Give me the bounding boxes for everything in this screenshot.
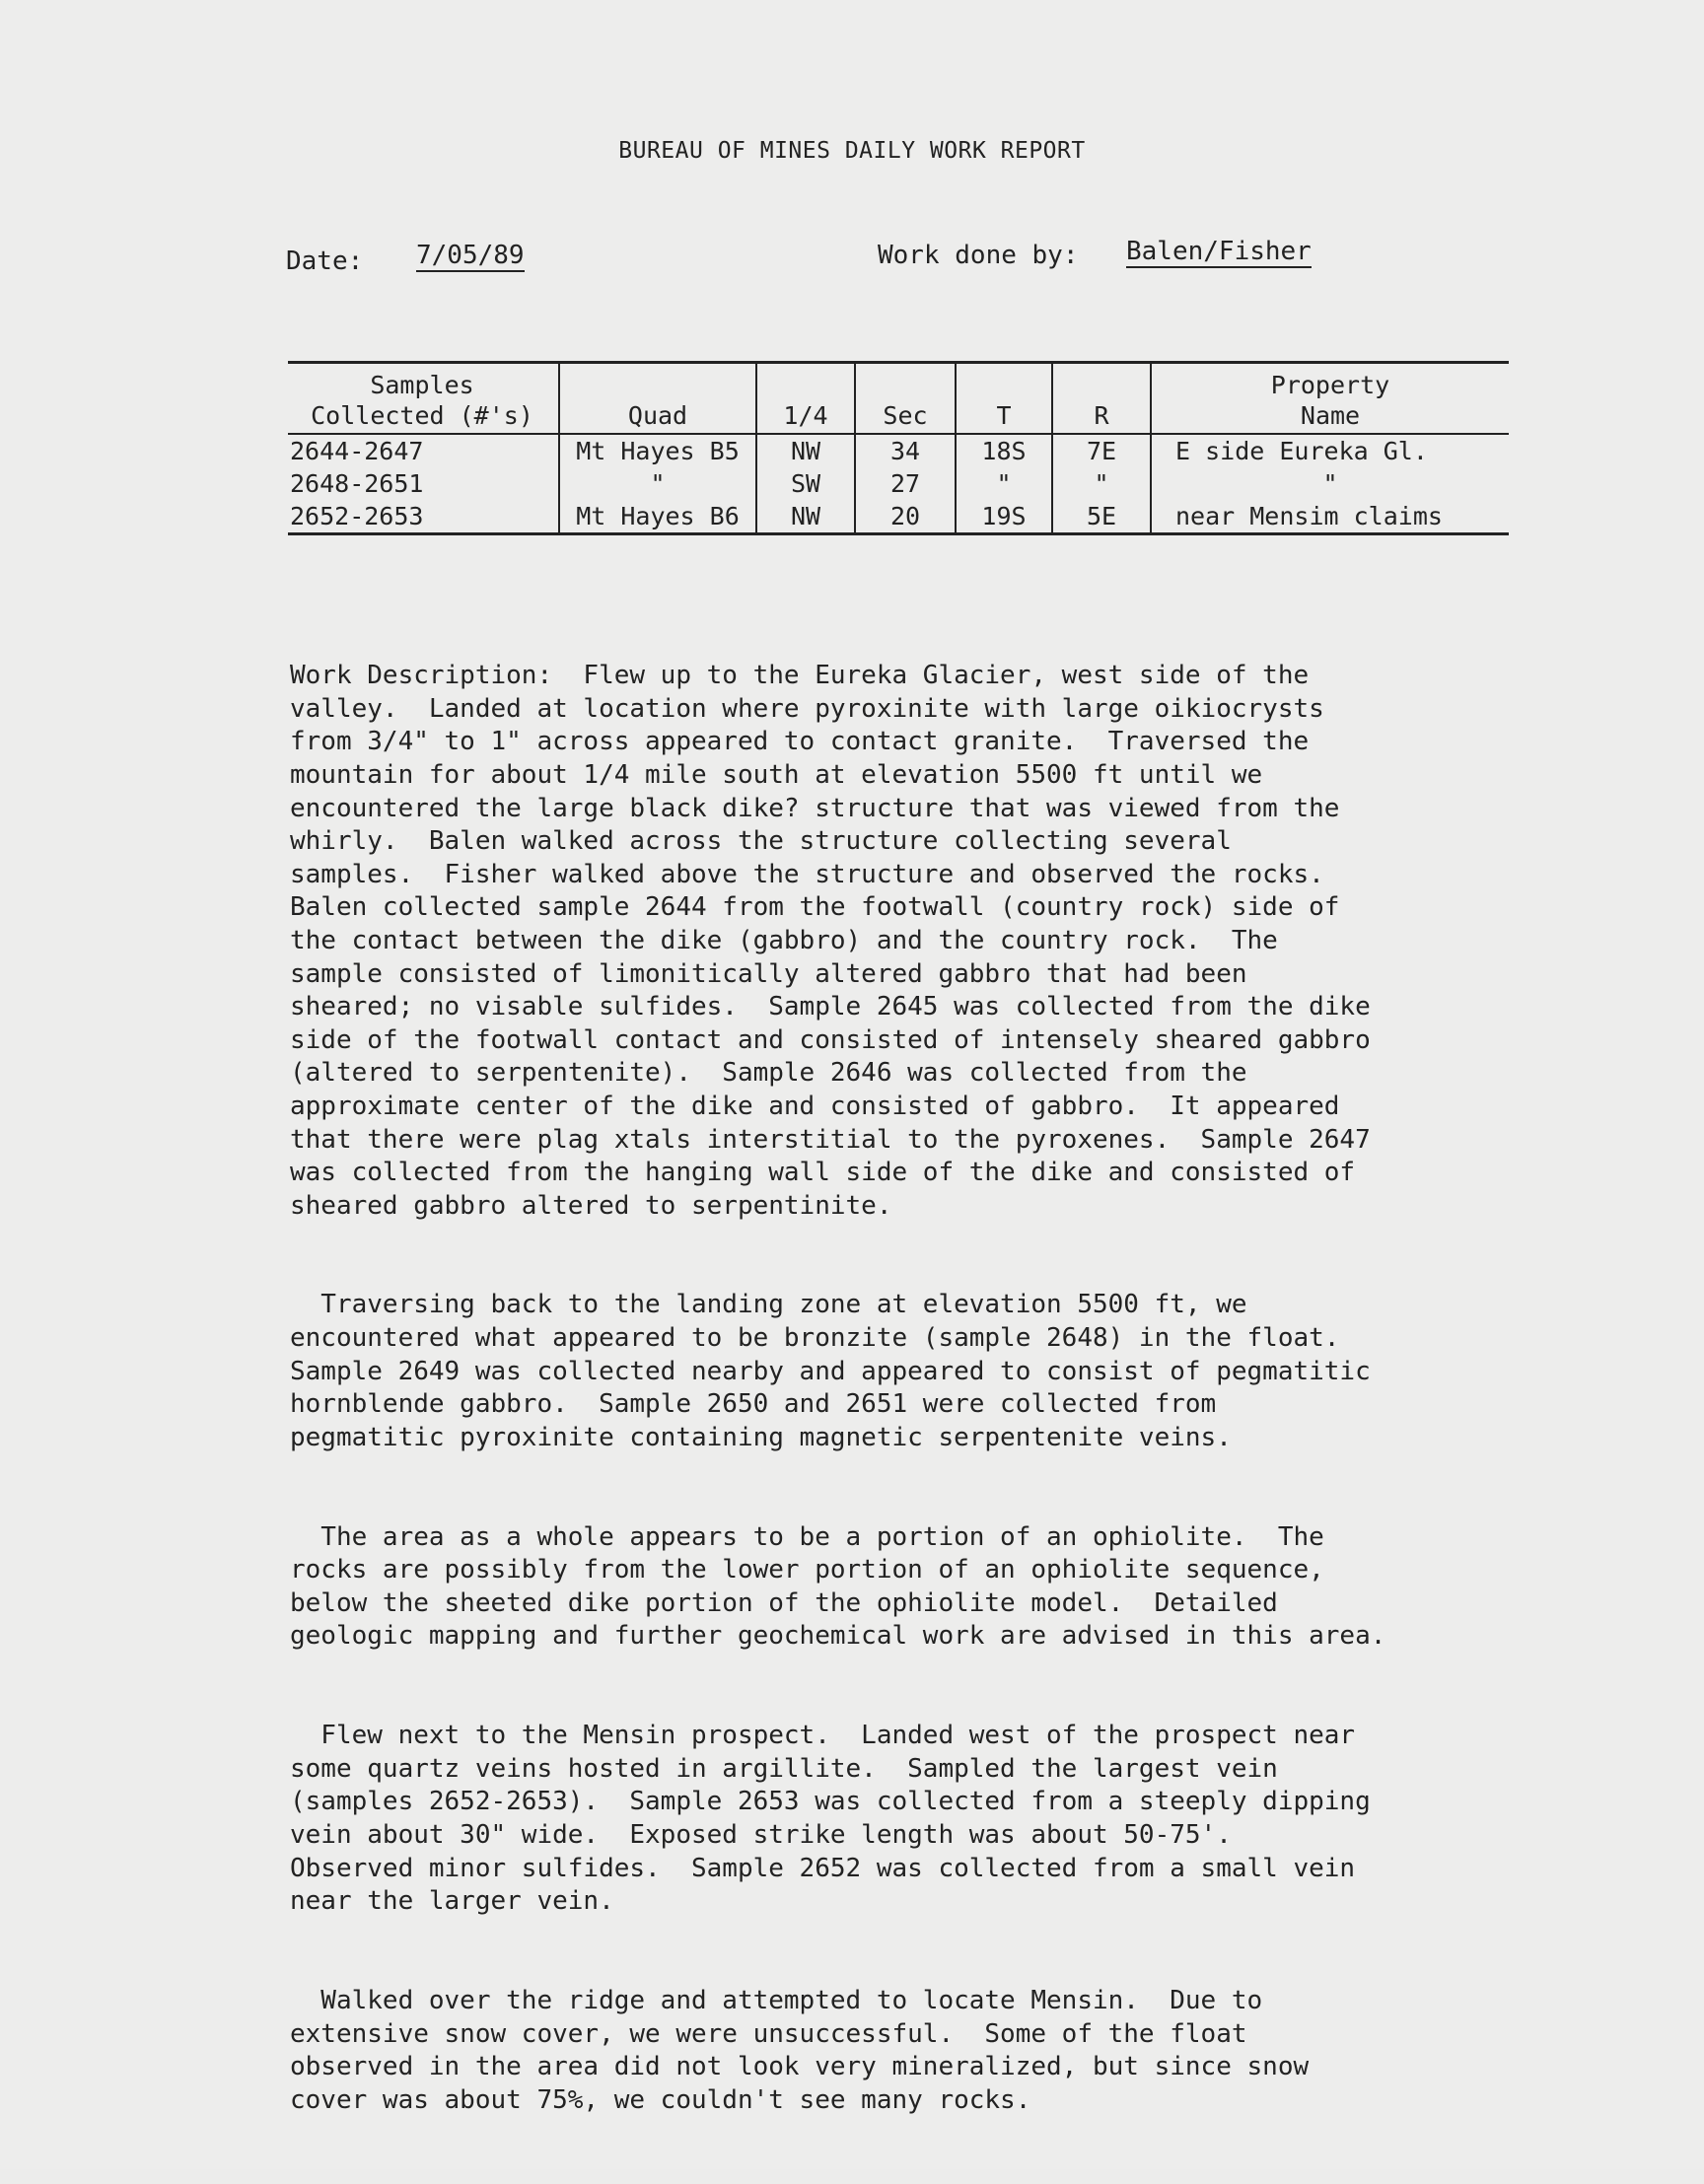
table-row xyxy=(288,500,1509,534)
text-line: near the larger vein. xyxy=(290,1886,614,1917)
text-line: encountered what appeared to be bronzite (sample 2648) in the float. xyxy=(290,1323,1340,1354)
cell-quarter: SW xyxy=(756,467,855,500)
description-paragraph-5 xyxy=(290,1985,1473,2117)
text-line: mountain for about 1/4 mile south at elevation 5500 ft until we xyxy=(290,759,1263,790)
text-line: the contact between the dike (gabbro) and the country rock. The xyxy=(290,925,1278,955)
cell-quad: Mt Hayes B5 xyxy=(559,434,756,467)
cell-quarter: NW xyxy=(756,434,855,467)
text-line: some quartz veins hosted in argillite. Sampled the largest vein xyxy=(290,1753,1278,1784)
table-row xyxy=(288,434,1509,467)
header-samples-collected: Samples Collected (#'s) xyxy=(288,363,559,435)
cell-samples: 2644-2647 xyxy=(290,437,424,465)
text-line: sample consisted of limonitically altered gabbro that had been xyxy=(290,958,1247,989)
text-line: was collected from the hanging wall side of the dike and consisted of xyxy=(290,1158,1356,1188)
header-quad: Quad xyxy=(559,363,756,435)
text-line: encountered the large black dike? structure that was viewed from the xyxy=(290,793,1340,823)
text-line: below the sheeted dike portion of the ophiolite model. Detailed xyxy=(290,1587,1278,1618)
text-line: Flew next to the Mensin prospect. Landed west of the prospect near xyxy=(290,1721,1356,1751)
description-paragraph-2 xyxy=(290,1289,1473,1454)
cell-range: 5E xyxy=(1052,500,1151,534)
cell-quad: " xyxy=(559,467,756,500)
text-line: sheared; no visable sulfides. Sample 2645 was collected from the dike xyxy=(290,992,1371,1022)
work-done-by-label: Work done by: xyxy=(878,241,1079,270)
header-sec: Sec xyxy=(855,363,956,435)
text-line: Sample 2649 was collected nearby and appeared to consist of pegmatitic xyxy=(290,1356,1371,1386)
text-line: extensive snow cover, we were unsuccessful. Some of the float xyxy=(290,2018,1247,2049)
text-line: geologic mapping and further geochemical work are advised in this area. xyxy=(290,1621,1386,1652)
report-title: BUREAU OF MINES DAILY WORK REPORT xyxy=(618,138,1086,164)
cell-quarter: NW xyxy=(756,500,855,534)
cell-property-name: E side Eureka Gl. xyxy=(1151,434,1509,467)
text-line: pegmatitic pyroxinite containing magnetic serpentenite veins. xyxy=(290,1422,1232,1452)
cell-samples: 2648-2651 xyxy=(290,469,424,498)
text-line: side of the footwall contact and consisted of intensely sheared gabbro xyxy=(290,1024,1371,1055)
header-township: T xyxy=(956,363,1052,435)
text-line: Traversing back to the landing zone at elevation 5500 ft, we xyxy=(290,1290,1247,1320)
cell-township: 19S xyxy=(956,500,1052,534)
text-line: sheared gabbro altered to serpentinite. xyxy=(290,1190,892,1221)
cell-township: " xyxy=(956,467,1052,500)
text-line: cover was about 75%, we couldn't see many rocks. xyxy=(290,2084,1031,2115)
work-done-by-value: Balen/Fisher xyxy=(1126,237,1312,266)
cell-sec: 20 xyxy=(855,500,956,534)
cell-range: " xyxy=(1052,467,1151,500)
table-header-row xyxy=(288,363,1509,435)
text-line: (samples 2652-2653). Sample 2653 was collected from a steeply dipping xyxy=(290,1787,1371,1817)
text-line: Observed minor sulfides. Sample 2652 was collected from a small vein xyxy=(290,1853,1356,1883)
work-description xyxy=(290,594,1473,2184)
date-value: 7/05/89 xyxy=(416,241,525,270)
text-line: rocks are possibly from the lower portion of an ophiolite sequence, xyxy=(290,1555,1324,1585)
cell-sec: 27 xyxy=(855,467,956,500)
description-paragraph-1 xyxy=(290,660,1473,1223)
text-line: The area as a whole appears to be a portion of an ophiolite. The xyxy=(290,1521,1324,1552)
text-line: vein about 30" wide. Exposed strike length was about 50-75'. xyxy=(290,1819,1232,1850)
header-quarter: 1/4 xyxy=(756,363,855,435)
table-row xyxy=(288,467,1509,500)
text-line: valley. Landed at location where pyroxinite with large oikiocrysts xyxy=(290,693,1324,724)
text-line: observed in the area did not look very mineralized, but since snow xyxy=(290,2052,1310,2082)
description-paragraph-3 xyxy=(290,1521,1473,1654)
header-range: R xyxy=(1052,363,1151,435)
cell-sec: 34 xyxy=(855,434,956,467)
text-line: from 3/4" to 1" across appeared to contact granite. Traversed the xyxy=(290,727,1310,757)
cell-property-name: " xyxy=(1151,467,1509,500)
samples-table xyxy=(288,361,1509,535)
cell-quad: Mt Hayes B6 xyxy=(559,500,756,534)
date-label: Date: xyxy=(286,247,364,276)
text-line: Work Description: Flew up to the Eureka Glacier, west side of the xyxy=(290,661,1310,691)
header-property-name: Property Name xyxy=(1151,363,1509,435)
cell-township: 18S xyxy=(956,434,1052,467)
description-paragraph-4 xyxy=(290,1720,1473,1919)
text-line: whirly. Balen walked across the structure collecting several xyxy=(290,826,1232,857)
cell-range: 7E xyxy=(1052,434,1151,467)
text-line: hornblende gabbro. Sample 2650 and 2651 were collected from xyxy=(290,1389,1217,1420)
text-line: (altered to serpentenite). Sample 2646 was collected from the xyxy=(290,1058,1247,1089)
text-line: approximate center of the dike and consisted of gabbro. It appeared xyxy=(290,1091,1340,1121)
cell-samples: 2652-2653 xyxy=(290,502,424,530)
text-line: Balen collected sample 2644 from the footwall (country rock) side of xyxy=(290,892,1340,923)
text-line: samples. Fisher walked above the structure and observed the rocks. xyxy=(290,859,1324,889)
text-line: that there were plag xtals interstitial to the pyroxenes. Sample 2647 xyxy=(290,1124,1371,1155)
cell-property-name: near Mensim claims xyxy=(1151,500,1509,534)
text-line: Walked over the ridge and attempted to locate Mensin. Due to xyxy=(290,1985,1263,2015)
